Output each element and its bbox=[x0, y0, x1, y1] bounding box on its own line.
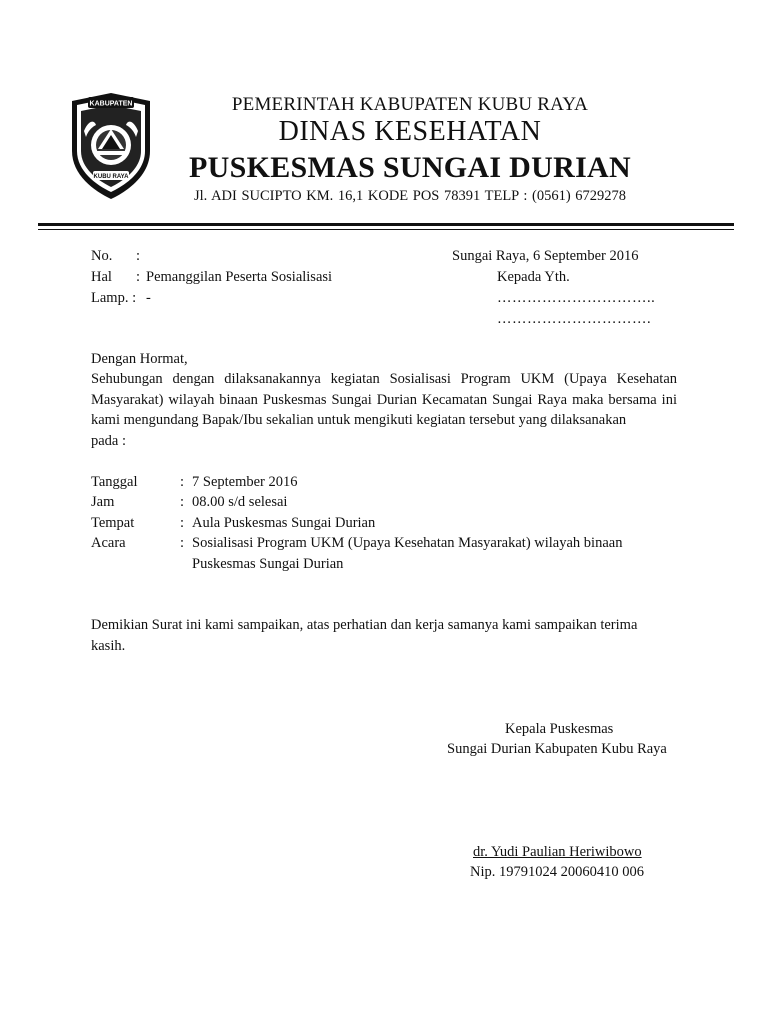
detail-value-jam: 08.00 s/d selesai bbox=[192, 494, 288, 510]
date-place: Sungai Raya, 6 September 2016 bbox=[452, 248, 639, 264]
no-colon: : bbox=[136, 248, 141, 264]
signatory-office: Sungai Durian Kabupaten Kubu Raya bbox=[447, 741, 667, 757]
svg-text:KABUPATEN: KABUPATEN bbox=[89, 100, 133, 108]
closing-paragraph-last-line: kasih. bbox=[91, 637, 126, 654]
header-divider-thick bbox=[38, 223, 734, 226]
body-paragraph bbox=[91, 369, 677, 451]
body-paragraph-text: Sehubungan dengan dilaksanakannya kegiatan Sosialisasi Program UKM (Upaya Kesehatan Masyarakat) wilayah binaan Puskesmas Sungai Durian Kecamatan Sungai Raya maka bersama ini kami mengundang Bapak/Ibu sekalian untuk mengikuti kegiatan tersebut yang dilaksanakan bbox=[91, 371, 677, 428]
letterhead-government: PEMERINTAH KABUPATEN KUBU RAYA bbox=[231, 94, 589, 115]
closing-paragraph bbox=[91, 615, 677, 656]
letterhead-address: Jl. ADI SUCIPTO KM. 16,1 KODE POS 78391 TELP : (0561) 6729278 bbox=[193, 188, 627, 204]
no-label: No. bbox=[91, 248, 113, 264]
svg-text:KUBU RAYA: KUBU RAYA bbox=[93, 174, 129, 180]
detail-colon: : bbox=[180, 515, 185, 531]
letterhead-institution: PUSKESMAS SUNGAI DURIAN bbox=[189, 151, 631, 184]
detail-colon: : bbox=[180, 494, 185, 510]
detail-colon: : bbox=[180, 474, 185, 490]
lamp-value: - bbox=[146, 290, 151, 306]
detail-label-acara: Acara bbox=[91, 535, 126, 551]
regency-emblem-icon bbox=[66, 91, 156, 201]
recipient-line-1: ………………………….. bbox=[497, 290, 656, 306]
closing-paragraph-text: Demikian Surat ini kami sampaikan, atas perhatian dan kerja samanya kami sampaikan terima bbox=[91, 617, 638, 633]
letterhead-agency: DINAS KESEHATAN bbox=[278, 116, 542, 147]
hal-label: Hal bbox=[91, 269, 112, 285]
detail-colon: : bbox=[180, 535, 185, 551]
detail-label-tanggal: Tanggal bbox=[91, 474, 138, 490]
hal-colon: : bbox=[136, 269, 141, 285]
signatory-nip: Nip. 19791024 20060410 006 bbox=[470, 864, 644, 880]
lamp-label: Lamp. : bbox=[91, 290, 137, 306]
recipient-salutation: Kepada Yth. bbox=[497, 269, 570, 285]
signatory-name: dr. Yudi Paulian Heriwibowo bbox=[473, 844, 642, 860]
body-paragraph-last-line: pada : bbox=[91, 432, 127, 449]
hal-value: Pemanggilan Peserta Sosialisasi bbox=[146, 269, 333, 285]
detail-value-tanggal: 7 September 2016 bbox=[192, 474, 298, 490]
signatory-title: Kepala Puskesmas bbox=[505, 721, 614, 737]
salutation: Dengan Hormat, bbox=[91, 351, 188, 367]
detail-value-acara: Sosialisasi Program UKM (Upaya Kesehatan Masyarakat) wilayah binaan bbox=[192, 535, 623, 551]
detail-label-jam: Jam bbox=[91, 494, 115, 510]
recipient-line-2: …………………………. bbox=[497, 311, 652, 327]
detail-value-tempat: Aula Puskesmas Sungai Durian bbox=[192, 515, 376, 531]
detail-label-tempat: Tempat bbox=[91, 515, 135, 531]
detail-value-acara-line2: Puskesmas Sungai Durian bbox=[192, 556, 344, 572]
header-divider-thin bbox=[38, 229, 734, 230]
